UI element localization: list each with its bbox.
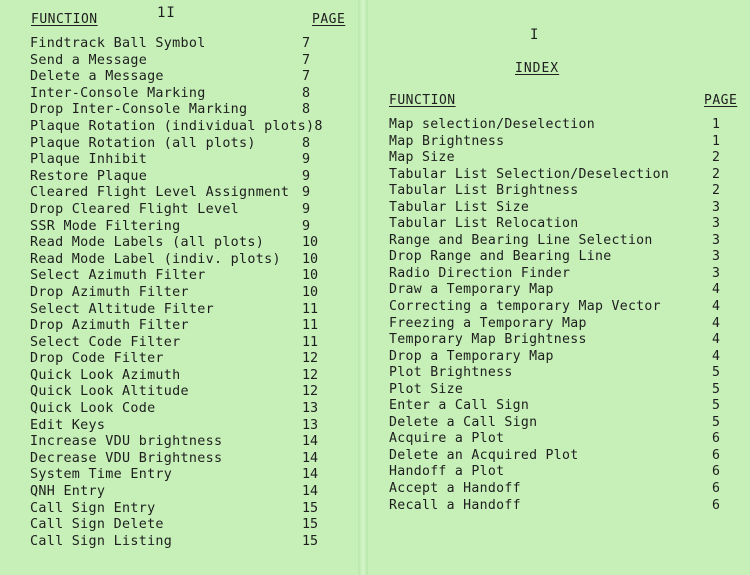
entry-function: Draw a Temporary Map [389, 282, 554, 298]
entry-page: 3 [712, 216, 720, 232]
entry-function: QNH Entry [30, 484, 106, 500]
index-entry [389, 266, 724, 283]
entry-function: Map selection/Deselection [389, 117, 595, 132]
index-entry [389, 134, 724, 151]
entry-function: Map Brightness [389, 133, 505, 149]
entry-function: Restore Plaque [30, 168, 148, 184]
entry-page: 12 [302, 367, 319, 383]
entry-function: Plot Size [389, 381, 464, 397]
entry-page: 6 [712, 431, 720, 447]
entry-function: Findtrack Ball Symbol [30, 36, 206, 51]
index-entry [30, 335, 332, 352]
entry-function: Range and Bearing Line Selection [389, 232, 653, 248]
entry-page: 5 [712, 381, 720, 397]
entry-function: Acquire a Plot [389, 431, 505, 447]
index-entry [30, 501, 332, 518]
index-entry [30, 69, 332, 86]
right-function-header: FUNCTION [389, 93, 456, 108]
index-entry [389, 481, 724, 498]
entry-page: 13 [302, 417, 319, 433]
index-entry [389, 233, 724, 250]
entry-function: Radio Direction Finder [389, 265, 571, 281]
entry-function: Delete an Acquired Plot [389, 447, 579, 463]
entry-function: Map Size [389, 150, 455, 166]
entry-page: 11 [302, 334, 319, 350]
entry-page: 6 [712, 481, 720, 497]
left-page-number: 1I [157, 5, 176, 21]
entry-function: Drop Inter-Console Marking [30, 102, 248, 118]
index-entry [30, 102, 332, 119]
entry-page: 4 [712, 315, 720, 331]
entry-function: Read Mode Labels (all plots) [30, 235, 265, 251]
index-entry [30, 534, 332, 551]
index-entry [30, 136, 332, 153]
entry-page: 11 [302, 301, 319, 317]
entry-function: Correcting a temporary Map Vector [389, 299, 661, 315]
entry-page: 6 [712, 497, 720, 513]
entry-function: Drop Azimuth Filter [30, 318, 189, 334]
index-entry [389, 448, 724, 465]
index-entry [30, 285, 332, 302]
entry-function: Quick Look Altitude [30, 384, 189, 400]
entry-page: 12 [302, 351, 319, 367]
index-entry [389, 415, 724, 432]
index-entry [389, 282, 724, 299]
index-entry [389, 332, 724, 349]
entry-page: 9 [302, 152, 311, 168]
index-entry [30, 219, 332, 236]
entry-function: Call Sign Entry [30, 500, 156, 516]
entry-function: Inter-Console Marking [30, 85, 206, 101]
index-entry [30, 53, 332, 70]
entry-page: 5 [712, 414, 720, 430]
index-entry [389, 398, 724, 415]
index-entry [30, 451, 332, 468]
entry-page: 10 [302, 268, 319, 284]
index-entry [389, 498, 724, 515]
entry-page: 1 [712, 133, 720, 149]
entry-function: Select Altitude Filter [30, 301, 214, 317]
entry-function: Delete a Message [30, 69, 164, 85]
entry-function: Increase VDU brightness [30, 434, 223, 450]
entry-function: Recall a Handoff [389, 497, 521, 513]
entry-page: 2 [712, 150, 720, 166]
entry-function: Plaque Rotation (all plots) [30, 135, 256, 151]
entry-function: Tabular List Brightness [389, 183, 579, 199]
index-entry [389, 200, 724, 217]
index-entry [30, 368, 332, 385]
entry-page: 9 [302, 218, 311, 234]
entry-function: Quick Look Azimuth [30, 367, 181, 383]
index-entry [30, 302, 332, 319]
index-entry [389, 117, 724, 134]
entry-function: Plot Brightness [389, 365, 513, 381]
entry-page: 10 [302, 251, 319, 267]
entry-function: Drop Azimuth Filter [30, 284, 189, 300]
entry-function: Plaque Inhibit [30, 152, 148, 168]
entry-page: 11 [302, 318, 319, 334]
entry-page: 10 [302, 284, 319, 300]
index-entry [30, 185, 332, 202]
entry-function: SSR Mode Filtering [30, 218, 181, 234]
right-page-number: I [530, 27, 540, 43]
index-entry [30, 401, 332, 418]
index-entry [30, 351, 332, 368]
index-entry [389, 150, 724, 167]
index-entry [30, 517, 332, 534]
entry-page: 4 [712, 282, 720, 298]
entry-function: Enter a Call Sign [389, 398, 530, 414]
entry-page: 6 [712, 447, 720, 463]
index-entry [30, 484, 332, 501]
entry-function: Handoff a Plot [389, 464, 505, 480]
index-entry [30, 36, 332, 53]
left-function-header: FUNCTION [31, 12, 98, 27]
entry-function: Accept a Handoff [389, 481, 521, 497]
entry-function: Send a Message [30, 52, 148, 68]
entry-function: Cleared Flight Level Assignment [30, 185, 290, 201]
entry-page: 8 [302, 102, 311, 118]
entry-page: 15 [302, 500, 319, 516]
entry-page: 3 [712, 249, 720, 265]
entry-page: 13 [302, 401, 319, 417]
index-entry [389, 382, 724, 399]
entry-function: Freezing a Temporary Map [389, 315, 587, 331]
entry-function: Read Mode Label (indiv. plots) [30, 251, 281, 267]
index-entry [30, 384, 332, 401]
right-function-list [389, 117, 724, 514]
entry-function: Tabular List Size [389, 199, 530, 215]
entry-function: Temporary Map Brightness [389, 332, 587, 348]
index-entry [30, 418, 332, 435]
entry-page: 3 [712, 265, 720, 281]
left-page [0, 0, 355, 575]
entry-page: 14 [302, 484, 319, 500]
entry-function: Decrease VDU Brightness [30, 450, 223, 466]
entry-page: 14 [302, 450, 319, 466]
index-entry [30, 252, 332, 269]
entry-function: Call Sign Listing [30, 533, 173, 549]
entry-page: 14 [302, 467, 319, 483]
entry-function: Drop Range and Bearing Line [389, 249, 612, 265]
index-entry [30, 268, 332, 285]
index-entry [389, 249, 724, 266]
left-function-list [30, 36, 332, 550]
entry-function: Select Azimuth Filter [30, 268, 206, 284]
entry-page: 7 [302, 36, 311, 51]
entry-function: Edit Keys [30, 417, 106, 433]
entry-function: Plaque Rotation (individual plots) [30, 118, 315, 134]
index-entry [389, 365, 724, 382]
entry-function: Drop a Temporary Map [389, 348, 554, 364]
entry-page: 10 [302, 235, 319, 251]
entry-page: 3 [712, 199, 720, 215]
entry-page: 14 [302, 434, 319, 450]
entry-page: 12 [302, 384, 319, 400]
entry-page: 4 [712, 332, 720, 348]
entry-page: 6 [712, 464, 720, 480]
entry-function: System Time Entry [30, 467, 173, 483]
index-entry [30, 152, 332, 169]
entry-function: Tabular List Relocation [389, 216, 579, 232]
index-entry [389, 464, 724, 481]
entry-page: 2 [712, 166, 720, 182]
index-title: INDEX [515, 61, 560, 76]
index-entry [30, 202, 332, 219]
entry-page: 8 [314, 118, 323, 134]
entry-function: Select Code Filter [30, 334, 181, 350]
right-page [372, 0, 750, 575]
entry-page: 5 [712, 398, 720, 414]
entry-page: 4 [712, 299, 720, 315]
entry-page: 9 [302, 201, 311, 217]
index-entry [30, 169, 332, 186]
index-entry [30, 434, 332, 451]
index-entry [30, 467, 332, 484]
index-entry [30, 86, 332, 103]
page-fold [358, 0, 368, 575]
entry-page: 15 [302, 517, 319, 533]
index-entry [30, 235, 332, 252]
left-page-header: PAGE [312, 12, 346, 27]
index-entry [389, 216, 724, 233]
entry-function: Drop Code Filter [30, 351, 164, 367]
entry-page: 9 [302, 185, 311, 201]
entry-function: Drop Cleared Flight Level [30, 201, 240, 217]
entry-page: 4 [712, 348, 720, 364]
entry-page: 7 [302, 69, 311, 85]
index-entry [389, 349, 724, 366]
entry-page: 8 [302, 135, 311, 151]
entry-page: 5 [712, 365, 720, 381]
index-entry [389, 299, 724, 316]
entry-page: 15 [302, 533, 319, 549]
entry-function: Call Sign Delete [30, 517, 164, 533]
right-page-header: PAGE [704, 93, 738, 108]
index-entry [389, 431, 724, 448]
entry-function: Quick Look Code [30, 401, 156, 417]
entry-page: 9 [302, 168, 311, 184]
entry-page: 8 [302, 85, 311, 101]
index-entry [389, 316, 724, 333]
entry-page: 3 [712, 232, 720, 248]
entry-page: 2 [712, 183, 720, 199]
entry-function: Delete a Call Sign [389, 414, 538, 430]
index-entry [389, 183, 724, 200]
entry-function: Tabular List Selection/Deselection [389, 166, 670, 182]
entry-page: 1 [712, 117, 720, 132]
entry-page: 7 [302, 52, 311, 68]
index-entry [30, 318, 332, 335]
index-entry [389, 167, 724, 184]
index-entry [30, 119, 332, 136]
